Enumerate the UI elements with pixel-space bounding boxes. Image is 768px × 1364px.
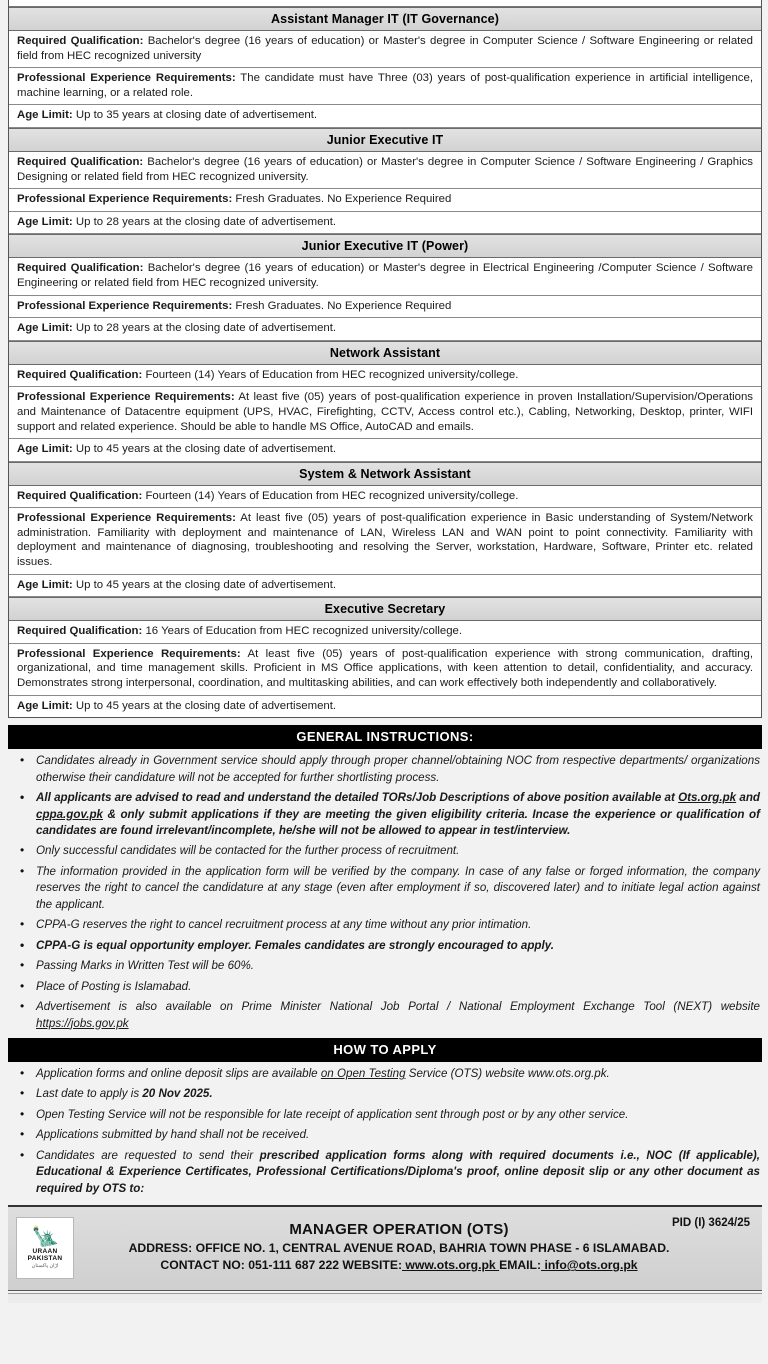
post-detail-row [9,508,761,574]
post-title: Executive Secretary [9,597,761,621]
detail-text: At least five (05) years of post-qualification experience with strong communication, drafting, organizational, and time management skills. Proficient in MS Office applications, with keen attention to detail, confidentiality, and accuracy. Demonstrates strong interpersonal, coordination, and multitasking abilities, and can work effectively both independently and collaboratively. [17,647,753,690]
how-to-apply-item [10,1086,760,1102]
detail-label: Required Qualification: [17,368,143,381]
bullet-text: Open Testing Service will not be responsible for late receipt of application sent through post or by any other service. [36,1107,629,1121]
bullet-text: and [736,791,760,805]
detail-text: Bachelor's degree (16 years of education) or Master's degree in Electrical Engineering /Computer Science / Software Engineering or related field from HEC recognized university. [17,262,753,289]
bullet-text: Candidates already in Government service should apply through proper channel/obtaining NOC from respective departments/ organizations otherwise their candidature will not be accepted for further shortlisting process. [36,754,760,784]
post-detail-row [9,696,761,718]
contact-label: CONTACT NO: [160,1258,245,1273]
address-label: ADDRESS: [128,1240,193,1255]
general-instruction-item [10,753,760,786]
detail-text: Fresh Graduates. No Experience Required [232,193,452,206]
post-detail-row [9,486,761,509]
inline-link[interactable]: on Open Testing [320,1067,406,1081]
general-instruction-item [10,999,760,1032]
detail-text: 16 Years of Education from HEC recognized university/college. [142,625,463,638]
bullet-text: Last date to apply is [36,1087,143,1101]
logo-line-1: URAAN [32,1248,58,1256]
detail-label: Required Qualification: [17,489,143,502]
general-instruction-item [10,864,760,913]
email-label: EMAIL: [499,1258,542,1273]
detail-label: Age Limit: [17,443,73,456]
detail-label: Age Limit: [17,699,73,712]
bullet-text: Applications submitted by hand shall not be received. [36,1128,310,1142]
bullet-text: All applicants are advised to read and understand the detailed TORs/Job Descriptions of above position available at [36,791,679,805]
bullet-text: prescribed application forms along with required documents i.e., NOC (If applicable), Educational & Experience Certificates, Professional Certifications/Diploma's proof, online deposit slip or any other document as required by OTS to: [36,1148,761,1195]
post-detail-row [9,439,761,462]
detail-label: Professional Experience Requirements: [17,512,236,525]
bullet-text: Only successful candidates will be contacted for the further process of recruitment. [36,844,460,858]
general-instruction-item [10,917,760,933]
address-value: OFFICE NO. 1, CENTRAL AVENUE ROAD, BAHRIA TOWN PHASE - 6 ISLAMABAD. [192,1240,670,1255]
post-detail-row [9,189,761,212]
general-instruction-item [10,790,760,839]
detail-label: Age Limit: [17,322,73,335]
detail-label: Age Limit: [17,215,73,228]
how-to-apply-item [10,1148,760,1197]
post-title: Junior Executive IT (Power) [9,234,761,258]
website-link[interactable]: www.ots.org.pk [402,1258,500,1273]
bullet-text: CPPA-G is equal opportunity employer. Females candidates are strongly encouraged to apply. [36,938,554,952]
detail-text: Bachelor's degree (16 years of education) or Master's degree in Computer Science / Software Engineering / Graphics Designing or related field from HEC recognized university. [17,155,753,183]
bullet-text: The information provided in the application form will be verified by the company. In case of any false or forged information, the company reserves the right to cancel the candidature at any stage (even after employment if so, discovered later) and to initiate legal action against the applicant. [36,864,760,911]
how-to-apply-list [10,1066,760,1197]
detail-label: Required Qualification: [17,625,143,638]
post-detail-row [9,152,761,189]
footer-contact-line [80,1257,718,1275]
detail-text: Up to 45 years at the closing date of advertisement. [72,443,337,456]
uraan-pakistan-logo [16,1217,74,1279]
post-detail-row [9,575,761,598]
detail-text: Fresh Graduates. No Experience Required [232,299,452,312]
bullet-text: Passing Marks in Written Test will be 60%. [36,959,254,973]
general-instruction-item [10,958,760,974]
general-instructions-heading: GENERAL INSTRUCTIONS: [8,725,762,749]
post-detail-row [9,644,761,696]
detail-label: Professional Experience Requirements: [17,299,233,312]
bullet-text: 20 Nov 2025. [142,1087,213,1101]
footer-address-line [80,1240,718,1258]
bullet-text: Place of Posting is Islamabad. [36,979,192,993]
general-instruction-item [10,979,760,995]
bullet-text: Service (OTS) website www.ots.org.pk. [405,1067,610,1081]
detail-label: Professional Experience Requirements: [17,391,235,404]
pid-number: PID (I) 3624/25 [672,1217,750,1230]
post-detail-row [9,105,761,128]
email-link[interactable]: info@ots.org.pk [541,1258,638,1273]
bullet-text: Advertisement is also available on Prime Minister National Job Portal / National Employment Exchange Tool (NEXT) website [36,1000,760,1014]
detail-text: Up to 35 years at closing date of advertisement. [72,109,318,122]
detail-text: Up to 28 years at the closing date of advertisement. [72,215,337,228]
detail-label: Professional Experience Requirements: [17,193,233,206]
bullet-text: Candidates are requested to send their [36,1148,260,1162]
detail-text: Up to 45 years at the closing date of advertisement. [72,578,337,591]
detail-label: Professional Experience Requirements: [17,72,236,85]
detail-label: Required Qualification: [17,155,144,168]
how-to-apply-item [10,1066,760,1082]
bullet-text: & only submit applications if they are meeting the given eligibility criteria. Incase the experience or qualification of candidates are found irrelevant/incomplete, he/she will not be allowed to appear in test/interview. [36,807,760,838]
post-detail-row [9,31,761,68]
logo-line-2: PAKISTAN [27,1255,63,1263]
detail-text: The candidate must have Three (03) years of post-qualification experience in artificial intelligence, machine learning, or a related role. [17,72,753,99]
post-detail-row [9,296,761,319]
detail-label: Age Limit: [17,109,73,122]
detail-text: Up to 45 years at the closing date of advertisement. [72,699,337,712]
bullet-text: Application forms and online deposit slips are available [36,1067,321,1081]
how-to-apply-heading: HOW TO APPLY [8,1038,762,1062]
logo-line-3: اڑان پاکستان [31,1263,59,1270]
detail-label: Required Qualification: [17,262,144,275]
post-detail-row [9,621,761,644]
footer-contact-block [8,1205,762,1291]
falcon-bird-icon: 🗽 [30,1222,60,1250]
post-detail-row [9,365,761,388]
how-to-apply-item [10,1107,760,1123]
post-title: System & Network Assistant [9,462,761,486]
contact-value: 051-111 687 222 [244,1258,343,1273]
detail-label: Professional Experience Requirements: [17,647,241,660]
page-bottom-edge [8,1293,762,1303]
detail-text: At least five (05) years of post-qualification experience in Basic understanding of System/Network administration. Familiarity with deployment and maintenance of LAN, Wireless LAN and WAN point to point connectivity. Familiarity with deployment and maintenance of diagnosing, troubleshooting and resolving the Server, workstation, Hardware, Software, Printer etc. related issues. [17,512,753,569]
footer-title: MANAGER OPERATION (OTS) [289,1220,509,1238]
detail-text: Fourteen (14) Years of Education from HEC recognized university/college. [142,489,519,502]
inline-link[interactable]: Ots.org.pk [678,791,737,805]
detail-text: Fourteen (14) Years of Education from HEC recognized university/college. [142,368,519,381]
general-instruction-item [10,938,760,954]
inline-link[interactable]: https://jobs.gov.pk [36,1016,129,1030]
post-title: Junior Executive IT [9,128,761,152]
bullet-text: CPPA-G reserves the right to cancel recruitment process at any time without any prior intimation. [36,918,532,932]
clipped-top-row [9,0,761,7]
post-detail-row [9,258,761,295]
how-to-apply-item [10,1127,760,1143]
general-instructions-list [10,753,760,1032]
detail-text: Bachelor's degree (16 years of education) or Master's degree in Computer Science / Software Engineering or related field from HEC recognized university [17,35,753,62]
post-detail-row [9,68,761,105]
post-title: Assistant Manager IT (IT Governance) [9,7,761,31]
post-detail-row [9,212,761,235]
inline-link[interactable]: cppa.gov.pk [36,807,104,821]
website-label: WEBSITE: [342,1258,403,1273]
footer-text [80,1221,752,1275]
general-instruction-item [10,843,760,859]
detail-text: Up to 28 years at the closing date of advertisement. [72,322,337,335]
post-detail-row [9,387,761,439]
post-title: Network Assistant [9,341,761,365]
jobs-table [8,0,762,718]
detail-label: Required Qualification: [17,35,144,47]
post-detail-row [9,318,761,341]
detail-text: At least five (05) years of post-qualification experience in proven Installation/Supervision/Operations and Maintenance of Datacentre equipment (UPS, HVAC, Firefighting, CCTV, Access control etc.), Cabling, Networking, Desktop, printer, WIFI support and related experience. Should be able to handle MS Office, AutoCAD and emails. [17,391,753,433]
detail-label: Age Limit: [17,578,73,591]
